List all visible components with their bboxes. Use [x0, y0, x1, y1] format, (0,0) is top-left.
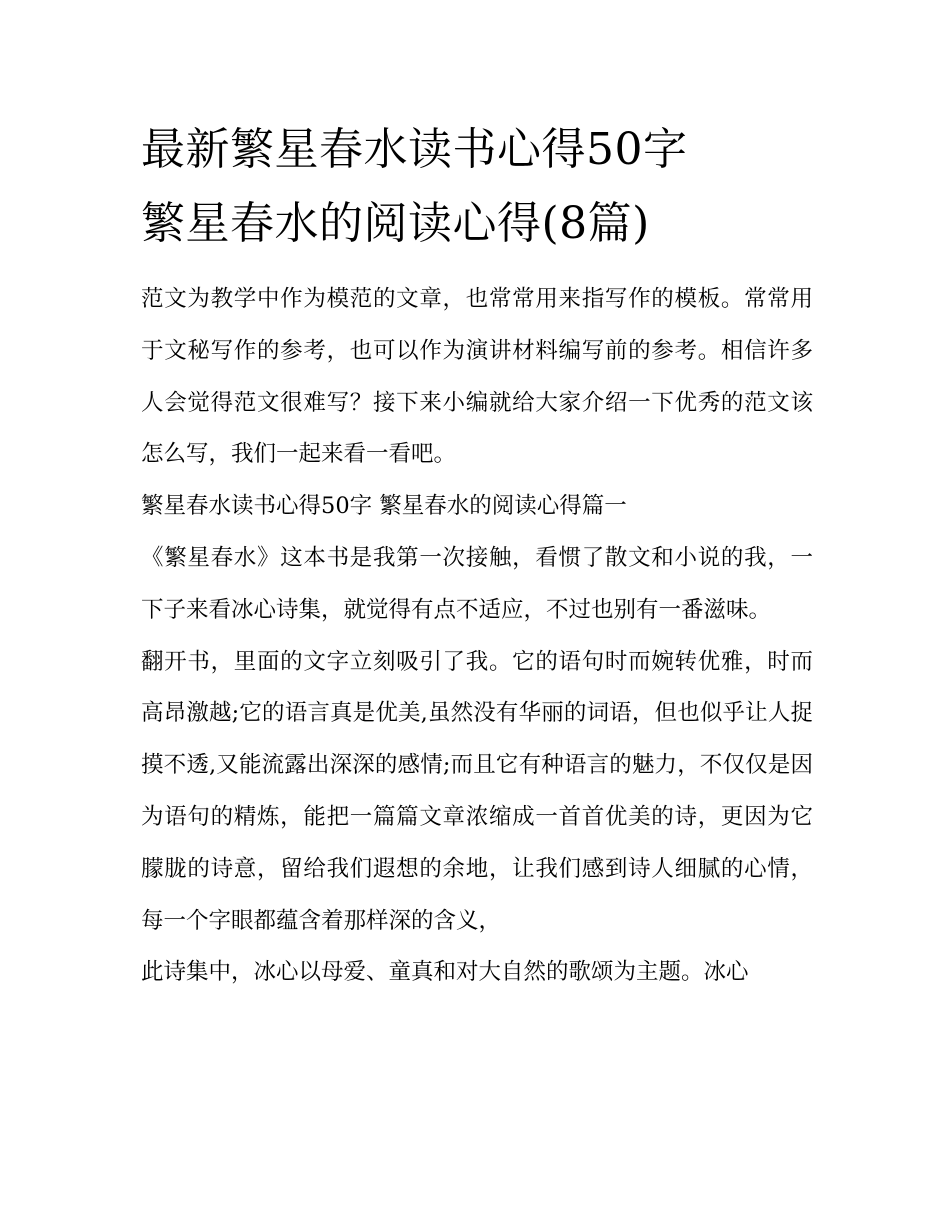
section-heading: 繁星春水读书心得50字 繁星春水的阅读心得篇一	[141, 493, 627, 520]
title-line-2: 繁星春水的阅读心得(8篇)	[141, 198, 650, 249]
intro-paragraph: 范文为教学中作为模范的文章，也常常用来指写作的模板。常常用于文秘写作的参考，也可以作为演讲材料编写前的参考。相信许多人会觉得范文很难写？接下来小编就给大家介绍一下优秀的范文该怎么写，我们一起来看一看吧。	[141, 286, 813, 468]
body-paragraph: 翻开书，里面的文字立刻吸引了我。它的语句时而婉转优雅，时而高昂激越;它的语言真是优美,虽然没有华丽的词语，但也似乎让人捉摸不透,又能流露出深深的感情;而且它有种语言的魅力，不仅仅是因为语句的精炼，能把一篇篇文章浓缩成一首首优美的诗，更因为它朦胧的诗意，留给我们遐想的余地，让我们感到诗人细腻的心情，每一个字眼都蕴含着那样深的含义，	[141, 648, 813, 934]
title-line-1: 最新繁星春水读书心得50字	[141, 124, 688, 175]
body-paragraph: 《繁星春水》这本书是我第一次接触，看惯了散文和小说的我，一下子来看冰心诗集，就觉得有点不适应，不过也别有一番滋味。	[141, 544, 813, 623]
body-paragraph: 此诗集中，冰心以母爱、童真和对大自然的歌颂为主题。冰心	[141, 959, 749, 986]
document-title	[141, 113, 821, 261]
document-body	[141, 274, 813, 999]
